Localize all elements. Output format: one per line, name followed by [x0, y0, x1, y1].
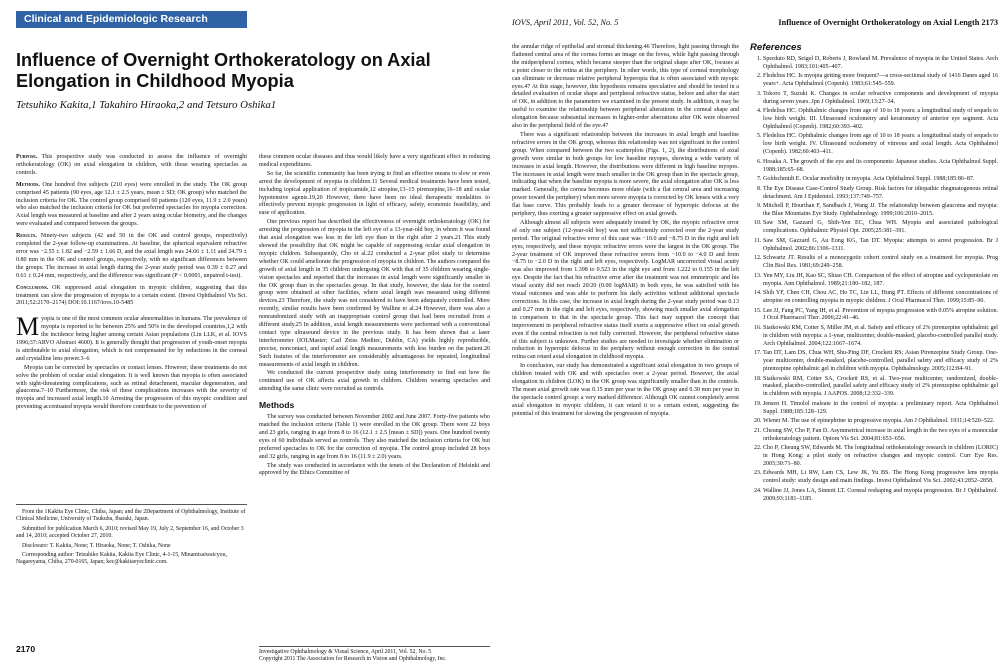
reference-item: 15. Lee JJ, Fang PC, Yang IH, et al. Prevention of myopia progression with 0.05% atropine solution. J Ocul Pharmacol Ther. 2006;22:41–46. — [763, 308, 998, 324]
reference-item: 9. Mitchell P, Hourihan F, Sandbach J, Wang JJ. The relationship between glaucoma and myopia: the Blue Mountains Eye Study. Ophthalmology. 1999;106:2010–2015. — [763, 203, 998, 219]
abstract — [16, 154, 247, 308]
abstract-purpose: Purpose. This prospective study was conducted to assess the influence of overnight orthokeratology (OK) on axial elongation in children, with those wearing spectacles as controls. — [16, 154, 247, 176]
reference-item: 22. Cho P, Cheung SW, Edwards M. The longitudinal orthokeratology research in children (LORIC) in Hong Kong: a pilot study on refractive changes and myopic control. Curr Eye Res. 2005;30:71–80. — [763, 445, 998, 469]
reference-item: 8. The Eye Disease Case-Control Study Group. Risk factors for idiopathic rhegmatogenous retinal detachment. Am J Epidemiol. 1993;137:749–757. — [763, 186, 998, 202]
reference-item: 7. Goldschmidt E. Ocular morbidity in myopia. Acta Ophthalmol Suppl. 1988;185:86–87. — [763, 176, 998, 184]
reference-item: 2. Fledelius HC. Is myopia getting more frequent?—a cross-sectional study of 1416 Danes aged 16 years+. Acta Ophthalmol (Copenh). 1983;61:545–559. — [763, 73, 998, 89]
reference-item: 6. Hosaka A. The growth of the eye and its components: Japanese studies. Acta Ophthalmol Suppl. 1988;185:65–68. — [763, 159, 998, 175]
intro-paragraph: Myopia can be corrected by spectacles or contact lenses. However, these treatments do not solve the problem of ocular axial elongation. It is well known that myopia is often associated with sight-threatening complications, such as retinal detachment, macular degeneration, and glaucoma.7–10 Furthermore, the risk of these complications increases with the severity of myopia and increased axial length.10 Arresting the progression of this myopic condition and preventing accentuated myopia would therefore contribute to the prevention of — [16, 364, 247, 411]
page-number: 2170 — [16, 644, 36, 654]
column-1 — [16, 154, 247, 413]
running-title: Influence of Overnight Orthokeratology on Axial Length 2173 — [778, 18, 998, 27]
reference-item: 3. Tokoro T, Suzuki K. Changes in ocular refractive components and development of myopia during seven years. Jpn J Ophthalmol. 1969;13:27–34. — [763, 91, 998, 107]
discussion: the annular ridge of epithelial and stromal thickening.46 Therefore, light passing through the flattened central area of the cornea forms an image on the fovea, while light passing through the midperipheral cornea, which became steeper than the original shape after OK, focuses at a point closer to the retina at the periphery. In other words, this type of corneal morphology can eliminate or decrease relative peripheral hyperopia that is often associated with myopic eyes.47 At this stage, however, this hypothesis remains speculative and should be tested in a detailed evaluation of ocular shape and peripheral refractive status, before and after the start of OK, in addition to the parameters we examined in the present study. In addition, it may be useful to examine the relationship between peripheral alterations in the corneal shape and elongation because substantial increases in higher-order aberrations after OK were observed also in the peripheral field of the eye.47 There was a significant relationship between the increases in axial length and baseline refractive errors in the OK group, whereas this relationship was not significant in the control group. When compared between the two scatterplots (Figs. 1, 2), the distributions of axial growth were similar in both groups for low baseline myopes, showing a wide variety of increases in axial length. However, the distributions were different in high baseline myopes. The increases in axial length were much smaller in the OK group than in the spectacle group, indicating that when the baseline myopia is more severe, the axial elongation after OK is less marked. Generally, the cornea becomes more oblate (with a flat central area and increasing power toward the periphery) when more severe myopia is corrected by OK lenses with a very flat base curve. This probably leads to a greater decrease of hyperopic defocus at the periphery, thus exerting a greater suppressive effect on axial growth. Although almost all subjects were adequately treated by OK, the myopic refractive error of only one subject (12-year-old boy) was not sufficiently corrected over the 2-year study period. The original refractive error of this case was −10.0 and −8.75 D in the right and left eyes, respectively, and these myopic refractive errors were the largest in the OK group. The 2-year treatment of OK improved these refractive errors from −10.0 to −4.0 D and from −8.75 to −2.0 D in the right and left eyes, respectively. LogMAR uncorrected visual acuity was also improved from 1.398 to 0.523 in the right eye and from 1.222 to 0.155 in the left eye. Despite the fact that his refractive error after the treatment was not emmetropic and his visual acuity did not reach 20/20 (0.00 logMAR) in both eyes, he was satisfied with his visual outcomes and was able to perform his daily activities without additional spectacle corrections. In this case, the increase in axial length during the 2-year study period was 0.13 and 0.27 mm in the right and left eyes, respectively, showing much smaller axial elongation in comparison to that in the spectacle group. This fact may support the concept that improvement in peripheral refractive status itself exerts a suppressive effect on axial growth even if the central refraction is not fully corrected. However, the peripheral refractive status of this subject is unknown. Further studies are needed to investigate whether elimination or reduction in hyperopic defocus in the periphery without enough correction in the central retina can retard axial elongation in childhood myopia. In conclusion, our study has demonstrated a significant axial elongation in two groups of children treated with OK and with spectacles over a 2-year period. However, the axial elongation in children (LOK) in the OK group was significantly smaller than in the controls. The mean axial growth rate was 0.15 mm per year in the OK group and 0.30 mm per year in the spectacle control group: a very marked difference. Although OK cannot completely arrest axial elongation in myopic children, it can retard it to a certain extent, suggesting the potential of this treatment for slowing the progression of myopia. — [512, 44, 739, 417]
reference-list — [750, 56, 998, 504]
reference-item: 12. Schwartz JT. Results of a monozygotic cohort control study on a treatment for myopia. Prog Clin Biol Res. 1981;69:249–258. — [763, 255, 998, 271]
references — [750, 44, 998, 505]
reference-item: 20. Wiener M. The use of epinephrine in progressive myopia. Am J Ophthalmol. 1931;14:520–522. — [763, 418, 998, 426]
intro-continued: these common ocular diseases and thus would likely have a very significant effect in reducing medical expenditures. So far, the scientific community has been trying to find an effective means to slow or even arrest the development of myopia in children.11 Several medical treatments have been tested, including topical application of tropicamide,12 atropine,13–15 pirenzepine,16–18 and ocular hypotensive agents.19,20 However, there have been no ideal therapeutic modalities to effectively prevent myopic progression in light of efficacy, safety, economic feasibility, and ease of application. One previous report has described the effectiveness of overnight orthokeratology (OK) for arresting the progression of myopia in the left eye of a 13-year-old boy, in whom it was found that axial elongation was less in the left eye than in the right after 2 years.21 This study showed the possibility that OK might be capable of suppressing ocular axial elongation in myopic children. Subsequently, Cho et al.22 conducted a 2-year pilot study to determine whether OK could ameliorate the progression of myopia in children. The authors compared the growth of axial length in 35 children undergoing OK with that of 35 children wearing single-vision spectacles and reported that the increases in axial length were significantly smaller in the OK group than in the spectacles group. In that study, however, the data for the control group were obtained at other facilities, where axial length was measured using different devices.23 Therefore, the study was not considered to have been adequately controlled. More recently, similar results have been confirmed by Walline et al.24 However, there was also a nonrandomized study with an inappropriate control group that had been recruited from a different study.25 In addition, axial length measurements were performed with a conventional contact type ultrasound device in the previous study. It has been shown that a laser interferometer (IOLMaster; Carl Zeiss Meditec, Dublin, CA) yields highly reproducible, precise, noncontact, and rapid axial length measurements with less burden on the patient.26 Such features of the interferometer are considerably advantageous for repeated, longitudinal measurements of axial length in children. We conducted the current prospective study using interferometry to find out how the continued use of OK affects axial growth in children. Children wearing spectacles and attending the same clinic were recruited as controls. Methods The survey was conducted between November 2002 and June 2007. Forty-five patients who matched the inclusion criteria (Table 1) were enrolled in the OK group. There were 22 boys and 23 girls, ranging in age from 8 to 16 (12.1 ± 2.5 [mean ± SD]) years. One hundred twenty eyes of 60 individuals served as controls. They also matched the inclusion criteria for OK but preferred spectacles to OK for the correction of myopia. The control group included 28 boys and 32 girls, ranging in age from 8 to 16 (11.9 ± 2.0) years. The study was conducted in accordance with the tenets of the Declaration of Helsinki and approved by the Ethics Committee of — [259, 154, 490, 477]
references-heading: References — [750, 42, 802, 53]
reference-item: 16. Siatkowski RM, Cotter S, Miller JM, et al. Safety and efficacy of 2% pirenzepine ophthalmic gel in children with myopia: a 1-year, multicenter, double-masked, placebo-controlled parallel study. Arch Ophthalmol. 2004;122:1667–1674. — [763, 325, 998, 349]
abstract-methods: Methods. One hundred five subjects (210 eyes) were enrolled in the study. The OK group comprised 45 patients (90 eyes, age 12.1 ± 2.5 years, mean ± SD; OK group) who matched the inclusion criteria for OK. The control group comprised 60 patients (120 eyes, 11.9 ± 2.0 years) who also matched the inclusion criteria for OK but preferred spectacles for myopia correction. Axial length was measured at baseline and after 2 years using ocular biometry, and the changes were evaluated and compared between the groups. — [16, 181, 247, 228]
reference-item: 14. Shih YF, Chen CH, Chou AC, Ho TC, Lin LL, Hung PT. Effects of different concentrations of atropine on controlling myopia in myopic children. J Ocul Pharmacol Ther. 1999;15:85–90. — [763, 290, 998, 306]
author-footnote: From the 1Kakita Eye Clinic, Chiba, Japan; and the 2Department of Ophthalmology, Institute of Clinical Medicine, University of Tsukuba, Ibaraki, Japan. Submitted for publication March 6, 2010; revised May 19, July 2, September 16, and October 3 and 14, 2010; accepted October 27, 2010. Disclosure: T. Kakita, None; T. Hiraoka, None; T. Oshika, None Corresponding author: Tetsuhiko Kakita, Kakita Eye Clinic, 4-1-15, Minamisaiwaicyou, Nagareyama, Chiba, 270-0165, Japan; kec@kakitaeyeclinic.com. — [16, 504, 247, 569]
article-title: Influence of Overnight Orthokeratology on Axial Elongation in Childhood Myopia — [16, 50, 431, 91]
reference-item: 17. Tan DT, Lam DS, Chua WH, Shu-Ping DF, Crockett RS; Asian Pirenzepine Study Group. One-year multicenter, double-masked, placebo-controlled, parallel safety and efficacy study of 2% pirenzepine ophthalmic gel in children with myopia. Ophthalmology. 2005;112:84–91. — [763, 350, 998, 374]
author-list: Tetsuhiko Kakita,1 Takahiro Hiraoka,2 and Tetsuro Oshika1 — [16, 99, 277, 111]
abstract-results: Results. Ninety-two subjects (42 and 50 in the OK and control groups, respectively) completed the 2-year follow-up examinations. At baseline, the spherical equivalent refractive error was −2.55 ± 1.82 and −2.59 ± 1.66 D, and the axial length was 24.66 ± 1.11 and 24.79 ± 0.80 mm in the OK and control groups, respectively, with no significant differences between the groups. The increase in axial length during the 2-year study period was 0.39 ± 0.27 and 0.61 ± 0.24 mm, respectively, and the difference was significant (P < 0.0001, unpaired t-test). — [16, 233, 247, 279]
journal-footer: Investigative Ophthalmology & Visual Science, April 2011, Vol. 52, No. 5 Copyright 2011 The Association for Research in Vision and Ophthalmology, Inc. — [259, 646, 490, 664]
reference-item: 1. Sperduto RD, Seigel D, Roberts J, Rowland M. Prevalence of myopia in the United States. Arch Ophthalmol. 1983;101:405–407. — [763, 56, 998, 72]
reference-item: 23. Edwards MH, Li RW, Lam CS, Lew JK, Yu BS. The Hong Kong progressive lens myopia control study: study design and main findings. Invest Ophthalmol Vis Sci. 2002;43:2852–2858. — [763, 470, 998, 486]
column-3 — [512, 44, 739, 420]
column-2 — [259, 154, 490, 479]
reference-item: 13. Yen MY, Liu JH, Kao SC, Shiao CH. Comparison of the effect of atropine and cyclopentolate on myopia. Ann Ophthalmol. 1989;21:180–182, 187. — [763, 273, 998, 289]
reference-item: 21. Cheung SW, Cho P, Fan D. Asymmetrical increase in axial length in the two eyes of a monocular orthokeratology patient. Optom Vis Sci. 2004;81:653–656. — [763, 428, 998, 444]
drop-cap: M — [16, 312, 40, 342]
reference-item: 11. Saw SM, Gazzard G, Au Eong KG, Tan DT. Myopia: attempts to arrest progression. Br J Ophthalmol. 2002;86:1306–1311. — [763, 238, 998, 254]
reference-item: 19. Jensen H. Timolol maleate in the control of myopia: a preliminary report. Acta Ophthalmol Suppl. 1988;185:128–129. — [763, 401, 998, 417]
reference-item: 5. Fledelius HC. Ophthalmic changes from age of 10 to 18 years: a longitudinal study of sequels to low birth weight. IV. Ultrasound oculometry of vitreous and axial length. Acta Ophthalmol (Copenh). 1982;60:403–411. — [763, 133, 998, 157]
reference-item: 4. Fledelius HC. Ophthalmic changes from age of 10 to 18 years: a longitudinal study of sequels to low birth weight. III. Ultrasound oculometry and keratometry of anterior eye segment. Acta Ophthalmol (Copenh). 1982;60:393–402. — [763, 108, 998, 132]
abstract-conclusions: Conclusions. OK suppressed axial elongation in myopic children, suggesting that this treatment can slow the progression of myopia to a certain extent. (Invest Ophthalmol Vis Sci. 2011;52:2170–2174) DOI:10.1167/iovs.10-5485 — [16, 284, 247, 307]
section-label: Clinical and Epidemiologic Research — [16, 11, 247, 28]
introduction — [16, 312, 247, 412]
reference-item: 18. Siatkowski RM, Cotter SA, Crockett RS, et al. Two-year multicenter, randomized, double-masked, placebo-controlled, parallel safety and efficacy study of 2% pirenzepine ophthalmic gel in children with myopia. J AAPOS. 2008;12:332–339. — [763, 376, 998, 400]
methods-heading: Methods — [259, 400, 295, 411]
reference-item: 10. Saw SM, Gazzard G, Shih-Yen EC, Chua WH. Myopia and associated pathological complications. Ophthalmic Physiol Opt. 2005;25:381–391. — [763, 220, 998, 236]
reference-item: 24. Walline JJ, Jones LA, Sinnott LT. Corneal reshaping and myopia progression. Br J Ophthalmol. 2009;93:1181–1185. — [763, 488, 998, 504]
intro-paragraph: Myopia is one of the most common ocular abnormalities in humans. The prevalence of myopia is reported to be between 25% and 50% in the developed countries,1,2 with the incidence being higher among certain Asian populations (Lin LLK, et al. IOVS 1996;37:ARVO Abstract 4600). It is generally thought that progression of youth-onset myopia is attributable to axial elongation, which is not compensated for by reductions in the corneal and crystalline lens power.3–6 — [16, 312, 247, 362]
journal-citation: IOVS, April 2011, Vol. 52, No. 5 — [512, 18, 619, 27]
